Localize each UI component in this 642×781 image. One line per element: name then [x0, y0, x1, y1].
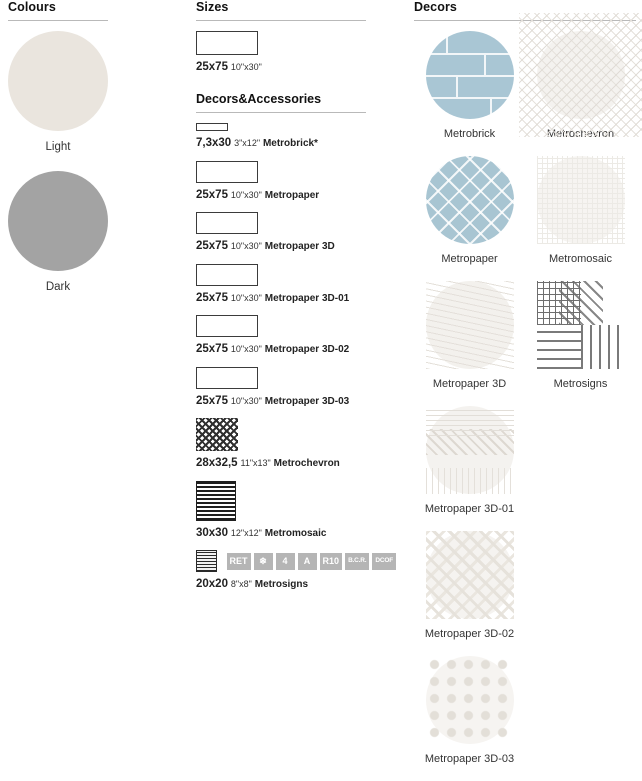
- decor-label: Metropaper 3D: [432, 378, 507, 390]
- decor-label: Metrosigns: [553, 378, 608, 390]
- accessory-item: [196, 161, 396, 203]
- decor-swatch-metropaper: [426, 156, 514, 244]
- accessory-name: Metrosigns: [254, 579, 309, 591]
- accessory-inch: 3"x12": [234, 138, 261, 149]
- accessory-caption: [196, 136, 396, 151]
- badge-a: A: [298, 553, 317, 570]
- sizes-column: [196, 0, 396, 592]
- accessory-item: [196, 418, 396, 471]
- colours-column: [8, 0, 168, 293]
- accessory-inch: 12"x12": [230, 527, 262, 538]
- accessory-shape-rect: [196, 315, 258, 337]
- swatch-label-dark: Dark: [45, 281, 71, 293]
- accessory-dim: 25x75: [196, 394, 228, 407]
- accessory-name: Metropaper 3D-02: [264, 344, 350, 356]
- accessory-name: Metrobrick*: [262, 138, 318, 150]
- size-inch: 10"x30": [230, 62, 262, 72]
- size-shape-rect: [196, 31, 258, 55]
- decor-cell-metropaper-3d-03: [414, 656, 525, 765]
- accessories-title: Decors&Accessories: [196, 92, 322, 107]
- size-dim: 25x75: [196, 61, 228, 73]
- decor-label: Metromosaic: [549, 253, 612, 265]
- accessory-inch: 10"x30": [230, 395, 262, 406]
- decor-cell-metrosigns: [525, 281, 636, 390]
- colour-swatch-light: [8, 31, 108, 153]
- accessory-dim: 25x75: [196, 188, 228, 201]
- swatch-circle-light: [8, 31, 108, 131]
- decor-cell-spacer: [525, 406, 636, 515]
- colour-swatch-dark: [8, 171, 108, 293]
- swatch-circle-dark: [8, 171, 108, 271]
- accessory-caption: [196, 342, 396, 357]
- badge-4: 4: [276, 553, 295, 570]
- accessory-name: Metropaper 3D: [264, 241, 335, 253]
- accessories-divider: [196, 112, 366, 113]
- accessory-name: Metropaper 3D-01: [264, 292, 350, 304]
- accessory-shape-rect: [196, 161, 258, 183]
- decor-cell-metromosaic: [525, 156, 636, 265]
- decor-cell-spacer: [525, 531, 636, 640]
- swatch-label-light: Light: [45, 141, 71, 153]
- accessory-inch: 10"x30": [230, 241, 262, 252]
- accessory-item: [196, 481, 396, 541]
- accessory-shape-rect: [196, 264, 258, 286]
- colours-title: Colours: [8, 0, 56, 14]
- decor-cell-metrobrick: [414, 31, 525, 140]
- colours-divider: [8, 20, 108, 21]
- decor-swatch-metropaper-3d: [426, 281, 514, 369]
- badge-frost-icon: ❄: [254, 553, 273, 570]
- decor-cell-metropaper: [414, 156, 525, 265]
- accessory-item: [196, 212, 396, 254]
- decors-column: [414, 0, 636, 781]
- accessory-shape-bar: [196, 123, 228, 131]
- accessory-item: [196, 264, 396, 306]
- badge-r10: R10: [320, 553, 343, 570]
- accessory-item: [196, 550, 396, 592]
- decor-cell-metropaper-3d-02: [414, 531, 525, 640]
- accessory-shape-rect: [196, 367, 258, 389]
- badge-bcr: B.C.R.: [345, 553, 369, 570]
- accessory-name: Metropaper: [264, 189, 320, 201]
- accessory-caption: [196, 456, 396, 471]
- accessory-item: [196, 123, 396, 151]
- size-item-25x75: [196, 31, 396, 74]
- decor-swatch-3d-01: [426, 406, 514, 494]
- accessory-caption: [196, 526, 396, 541]
- decors-grid: [414, 31, 636, 781]
- accessory-inch: 11"x13": [240, 458, 271, 469]
- accessory-caption: [196, 394, 396, 409]
- accessory-dim: 25x75: [196, 343, 228, 356]
- size-caption: [196, 60, 396, 74]
- accessory-caption: [196, 239, 396, 254]
- decor-swatch-3d-03: [426, 656, 514, 744]
- sizes-divider: [196, 20, 366, 21]
- sizes-title: Sizes: [196, 0, 229, 14]
- decor-label: Metropaper 3D-03: [424, 753, 515, 765]
- accessory-shape-rect: [196, 212, 258, 234]
- decor-label: Metropaper 3D-02: [424, 628, 515, 640]
- accessory-inch: 10"x30": [230, 189, 262, 200]
- accessory-inch: 10"x30": [230, 344, 262, 355]
- decors-title: Decors: [414, 0, 457, 14]
- accessory-shape-mosaic: [196, 481, 236, 521]
- decor-swatch-3d-02: [426, 531, 514, 619]
- accessory-dim: 20x20: [196, 578, 228, 591]
- accessory-dim: 28x32,5: [196, 457, 238, 470]
- accessory-caption: [196, 291, 396, 306]
- accessory-name: Metrochevron: [273, 458, 340, 470]
- decor-cell-metropaper-3d: [414, 281, 525, 390]
- accessory-dim: 30x30: [196, 526, 228, 539]
- accessory-caption: [196, 577, 396, 592]
- decor-swatch-metrobrick: [426, 31, 514, 119]
- decor-swatch-metrochevron: [537, 31, 625, 119]
- badge-ret: RET: [227, 553, 251, 570]
- decor-label: Metropaper 3D-01: [424, 503, 515, 515]
- badge-dcof: DCOF: [372, 553, 396, 570]
- accessory-dim: 25x75: [196, 291, 228, 304]
- accessory-item: [196, 315, 396, 357]
- accessory-item: [196, 367, 396, 409]
- accessory-dim: 25x75: [196, 240, 228, 253]
- accessory-caption: [196, 188, 396, 203]
- accessory-shape-chevron: [196, 418, 238, 451]
- accessory-inch: 8"x8": [230, 579, 252, 590]
- accessory-dim: 7,3x30: [196, 137, 232, 150]
- accessory-name: Metromosaic: [264, 527, 327, 539]
- badge-row: [227, 553, 396, 570]
- decor-label: Metrobrick: [443, 128, 496, 140]
- decor-label: Metropaper: [441, 253, 498, 265]
- decor-cell-metrochevron: [525, 31, 636, 140]
- decor-swatch-metrosigns: [537, 281, 625, 369]
- accessory-shape-signs: [196, 550, 217, 572]
- accessory-shape-with-badges: [196, 550, 396, 572]
- accessory-inch: 10"x30": [230, 292, 262, 303]
- decor-cell-metropaper-3d-01: [414, 406, 525, 515]
- accessory-name: Metropaper 3D-03: [264, 395, 350, 407]
- decor-swatch-metromosaic: [537, 156, 625, 244]
